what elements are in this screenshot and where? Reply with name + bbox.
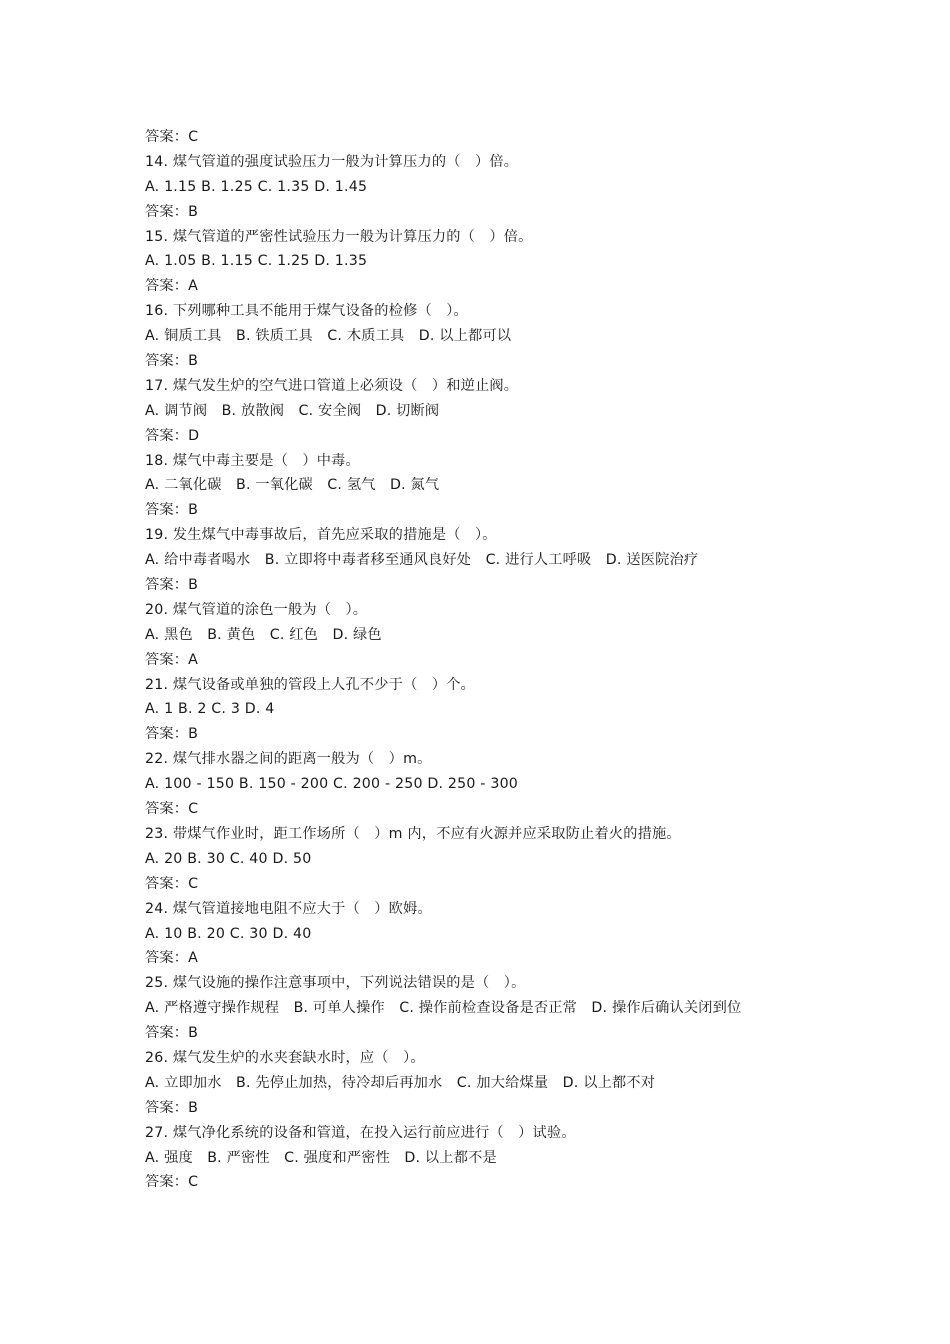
question-text: 26. 煤气发生炉的水夹套缺水时，应（ ）。 (145, 1049, 425, 1066)
question-block-14 (145, 150, 815, 225)
answer-line: 答案：D (145, 427, 200, 444)
options-line: A. 铜质工具 B. 铁质工具 C. 木质工具 D. 以上都可以 (145, 328, 512, 345)
question-block-21 (145, 673, 815, 748)
question-text: 19. 发生煤气中毒事故后，首先应采取的措施是（ ）。 (145, 527, 497, 544)
question-block-23 (145, 822, 815, 897)
options-line: A. 10 B. 20 C. 30 D. 40 (145, 925, 312, 942)
question-text: 22. 煤气排水器之间的距离一般为（ ）m。 (145, 751, 432, 768)
answer-line: 答案：B (145, 203, 199, 220)
answer-line: 答案：B (145, 502, 199, 519)
question-block-19 (145, 523, 815, 598)
document-page (145, 125, 815, 1195)
options-line: A. 20 B. 30 C. 40 D. 50 (145, 850, 312, 867)
answer-line: 答案：B (145, 353, 199, 370)
options-line: A. 强度 B. 严密性 C. 强度和严密性 D. 以上都不是 (145, 1149, 497, 1166)
question-text: 27. 煤气净化系统的设备和管道，在投入运行前应进行（ ）试验。 (145, 1124, 576, 1141)
question-text: 16. 下列哪种工具不能用于煤气设备的检修（ ）。 (145, 303, 468, 320)
options-line: A. 立即加水 B. 先停止加热，待冷却后再加水 C. 加大给煤量 D. 以上都不对 (145, 1074, 656, 1091)
question-text: 18. 煤气中毒主要是（ ）中毒。 (145, 452, 360, 469)
answer-line: 答案：C (145, 801, 199, 818)
answer-line: 答案：C (145, 129, 199, 145)
question-text: 21. 煤气设备或单独的管段上人孔不少于（ ）个。 (145, 676, 476, 693)
question-text: 14. 煤气管道的强度试验压力一般为计算压力的（ ）倍。 (145, 153, 519, 170)
options-line: A. 1 B. 2 C. 3 D. 4 (145, 701, 275, 718)
options-line: A. 黑色 B. 黄色 C. 红色 D. 绿色 (145, 626, 382, 643)
answer-line: 答案：C (145, 875, 199, 892)
question-block-16 (145, 299, 815, 374)
answer-line: 答案：B (145, 1025, 199, 1042)
question-text: 20. 煤气管道的涂色一般为（ ）。 (145, 601, 368, 618)
question-text: 23. 带煤气作业时，距工作场所（ ）m 内，不应有火源并应采取防止着火的措施。 (145, 825, 681, 842)
options-line: A. 调节阀 B. 放散阀 C. 安全阀 D. 切断阀 (145, 402, 440, 419)
options-line: A. 100 - 150 B. 150 - 200 C. 200 - 250 D. 250 - 300 (145, 776, 519, 793)
options-line: A. 1.05 B. 1.15 C. 1.25 D. 1.35 (145, 253, 368, 270)
question-block-22 (145, 747, 815, 822)
question-block-17 (145, 374, 815, 449)
answer-line: 答案：A (145, 651, 199, 668)
question-text: 17. 煤气发生炉的空气进口管道上必须设（ ）和逆止阀。 (145, 377, 519, 394)
options-line: A. 二氧化碳 B. 一氧化碳 C. 氢气 D. 氮气 (145, 477, 440, 494)
answer-line: 答案：A (145, 278, 199, 295)
question-block-18 (145, 449, 815, 524)
question-text: 24. 煤气管道接地电阻不应大于（ ）欧姆。 (145, 900, 432, 917)
question-block-24 (145, 897, 815, 972)
question-block-27 (145, 1121, 815, 1196)
answer-line: 答案：B (145, 1099, 199, 1116)
options-line: A. 给中毒者喝水 B. 立即将中毒者移至通风良好处 C. 进行人工呼吸 D. 送医院治疗 (145, 552, 699, 569)
options-line: A. 1.15 B. 1.25 C. 1.35 D. 1.45 (145, 178, 368, 195)
question-block-25 (145, 971, 815, 1046)
question-block-26 (145, 1046, 815, 1121)
answer-line: 答案：B (145, 577, 199, 594)
question-block-20 (145, 598, 815, 673)
answer-line: 答案：C (145, 1174, 199, 1191)
answer-line: 答案：B (145, 726, 199, 743)
options-line: A. 严格遵守操作规程 B. 可单人操作 C. 操作前检查设备是否正常 D. 操作后确认关闭到位 (145, 1000, 742, 1017)
question-text: 25. 煤气设施的操作注意事项中，下列说法错误的是（ ）。 (145, 975, 526, 992)
question-text: 15. 煤气管道的严密性试验压力一般为计算压力的（ ）倍。 (145, 228, 533, 245)
question-block-15 (145, 225, 815, 300)
answer-line: 答案：A (145, 950, 199, 967)
